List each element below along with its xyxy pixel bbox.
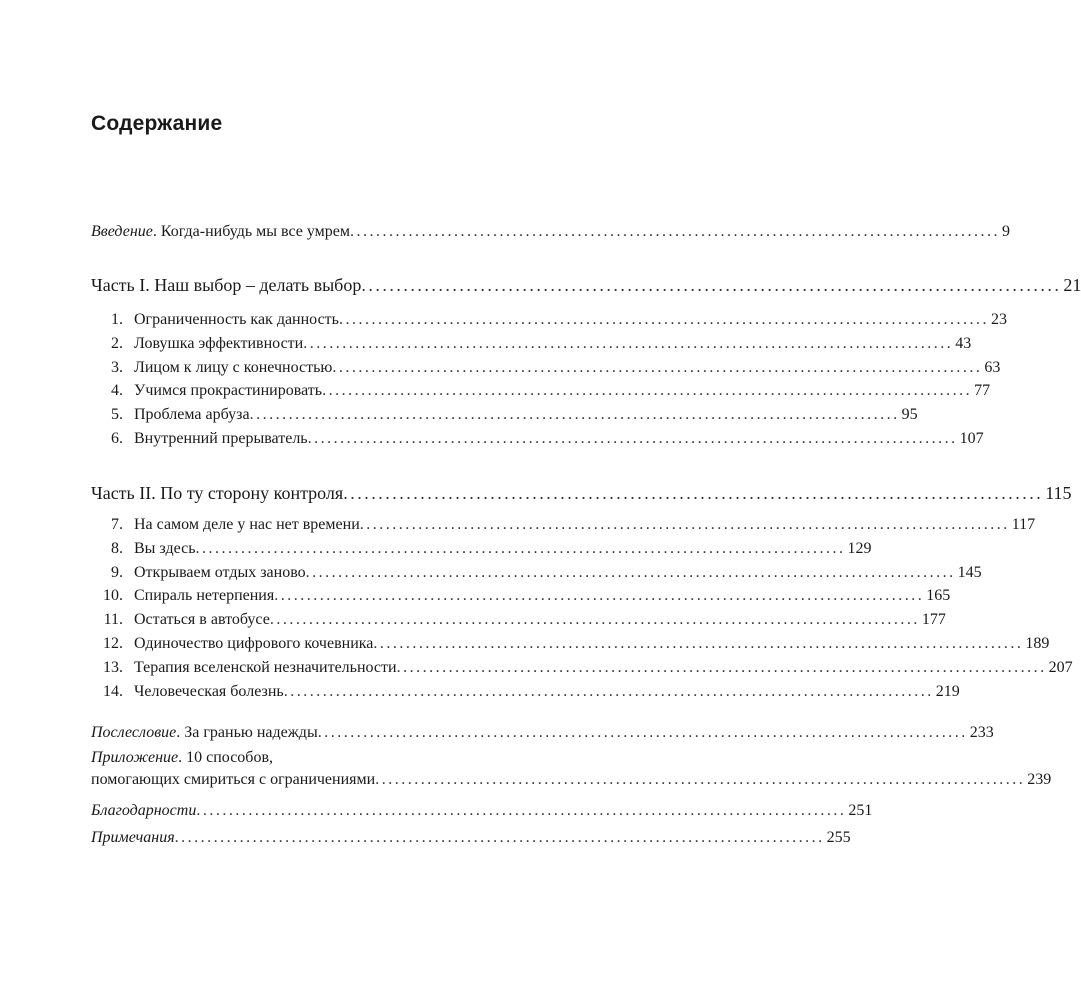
toc-chapter-entry[interactable] [91,633,1050,655]
toc-entry-label: Благодарности [91,802,197,819]
dot-leader: .................................................................................................... [269,611,920,629]
toc-chapter-entry[interactable] [91,657,1073,679]
toc-page-number: 251 [848,802,873,819]
toc-entry-notes[interactable] [91,827,851,849]
toc-chapter-title: Человеческая болезнь [134,682,284,700]
toc-entry-label: Примечания [91,829,175,846]
toc-entry-appendix-line1[interactable] [91,747,273,769]
toc-chapter-number: 2. [111,334,123,352]
toc-page-number: 115 [1045,483,1072,503]
toc-chapter-title: Спираль нетерпения [134,587,275,605]
dot-leader: .................................................................................................... [338,311,989,328]
toc-chapter-title: Терапия вселенской незначительности [134,658,397,676]
toc-page-number: 189 [1025,635,1050,652]
toc-chapter-entry[interactable] [91,562,982,584]
toc-chapter-entry[interactable] [91,681,960,703]
dot-leader: .................................................................................................... [361,275,1062,295]
toc-chapter-number: 1. [111,311,123,328]
toc-chapter-entry[interactable] [91,538,872,560]
toc-chapter-number: 11. [103,611,123,629]
dot-leader: .................................................................................................... [396,658,1047,676]
toc-entry-afterword[interactable] [91,722,994,744]
toc-page-number: 107 [959,430,984,447]
dot-leader: .................................................................................................... [307,430,958,447]
toc-chapter-title: Вы здесь [134,539,196,557]
toc-chapter-number: 14. [103,682,123,700]
toc-entry-label: Послесловие [91,724,177,741]
toc-entry-title: Когда-нибудь мы все умрем [160,223,351,240]
dot-leader: .................................................................................................... [375,771,1026,788]
toc-chapter-entry[interactable] [91,309,1007,331]
toc-page-number: 77 [974,382,991,400]
toc-chapter-number: 5. [111,406,123,424]
toc-chapter-entry[interactable] [91,514,1036,536]
toc-part-1[interactable] [91,274,1081,296]
toc-chapter-title: Учимся прокрастинировать [134,382,323,400]
dot-leader: .................................................................................................... [359,516,1010,533]
toc-chapter-entry[interactable] [91,428,984,450]
toc-entry-title: За гранью надежды [184,724,318,741]
dot-leader: .................................................................................................... [174,829,825,846]
toc-page-number: 129 [847,539,872,557]
toc-chapter-number: 6. [111,430,123,447]
toc-chapter-title: Ловушка эффективности [134,334,304,352]
dot-leader: .................................................................................................... [322,382,973,400]
dot-leader: .................................................................................................... [305,563,956,581]
dot-leader: .................................................................................................... [249,406,900,424]
toc-chapter-entry[interactable] [91,404,918,426]
toc-entry-separator: . [176,724,185,741]
toc-chapter-entry[interactable] [91,333,972,355]
toc-chapter-entry[interactable] [91,609,946,631]
toc-chapter-number: 12. [103,635,123,652]
toc-chapter-number: 13. [103,658,123,676]
dot-leader: .................................................................................................... [195,539,846,557]
toc-page-number: 9 [1002,223,1011,240]
dot-leader: .................................................................................................... [303,334,954,352]
toc-chapter-number: 4. [111,382,123,400]
toc-entry-separator: . [178,749,187,766]
toc-chapter-entry[interactable] [91,380,991,402]
page-title: Содержание [91,112,223,135]
toc-page-number: 23 [990,311,1007,328]
toc-entry-title: 10 способов, [186,749,273,766]
toc-part-title: Часть I. Наш выбор – делать выбор [91,275,362,295]
toc-chapter-title: Остаться в автобусе [134,611,270,629]
dot-leader: .................................................................................................... [274,587,925,605]
toc-page-number: 117 [1011,516,1036,533]
toc-page-number: 207 [1048,658,1073,676]
toc-chapter-title: Ограниченность как данность [134,311,339,328]
toc-page-number: 95 [901,406,918,424]
toc-entry-appendix-line2[interactable] [91,769,1052,791]
toc-page-number: 63 [984,358,1001,376]
toc-page-number: 43 [955,334,972,352]
dot-leader: .................................................................................................... [196,802,847,819]
toc-page-number: 219 [935,682,960,700]
toc-page-number: 21 [1063,275,1081,295]
dot-leader: .................................................................................................... [332,358,983,376]
dot-leader: .................................................................................................... [317,724,968,741]
toc-chapter-title: На самом деле у нас нет времени [134,516,360,533]
toc-chapter-entry[interactable] [91,357,1001,379]
toc-chapter-title: Лицом к лицу с конечностью [134,358,333,376]
toc-entry-label: Введение [91,223,153,240]
toc-entry-acknowledgements[interactable] [91,800,873,822]
toc-chapter-title: Проблема арбуза [134,406,250,424]
toc-page-number: 165 [926,587,951,605]
toc-part-title: Часть II. По ту сторону контроля [91,483,344,503]
toc-chapter-title: Открываем отдых заново [134,563,306,581]
toc-chapter-number: 3. [111,358,123,376]
toc-page-number: 239 [1027,771,1052,788]
toc-entry-title-continued: помогающих смириться с ограничениями [91,771,376,788]
toc-chapter-number: 10. [103,587,123,605]
toc-page-number: 177 [921,611,946,629]
toc-chapter-number: 7. [111,516,123,533]
toc-part-2[interactable] [91,482,1072,504]
toc-chapter-number: 9. [111,563,123,581]
dot-leader: .................................................................................................... [283,682,934,700]
dot-leader: .................................................................................................... [373,635,1024,652]
toc-entry-separator: . [152,223,161,240]
toc-chapter-entry[interactable] [91,585,951,607]
toc-chapter-number: 8. [111,539,123,557]
dot-leader: .................................................................................................... [350,223,1001,240]
toc-chapter-title: Внутренний прерыватель [134,430,308,447]
toc-chapter-title: Одиночество цифрового кочевника [134,635,374,652]
dot-leader: .................................................................................................... [343,483,1044,503]
toc-page-number: 255 [826,829,851,846]
toc-entry-intro[interactable] [91,221,1011,243]
toc-page-number: 233 [969,724,994,741]
toc-entry-label: Приложение [91,749,179,766]
toc-page-number: 145 [957,563,982,581]
